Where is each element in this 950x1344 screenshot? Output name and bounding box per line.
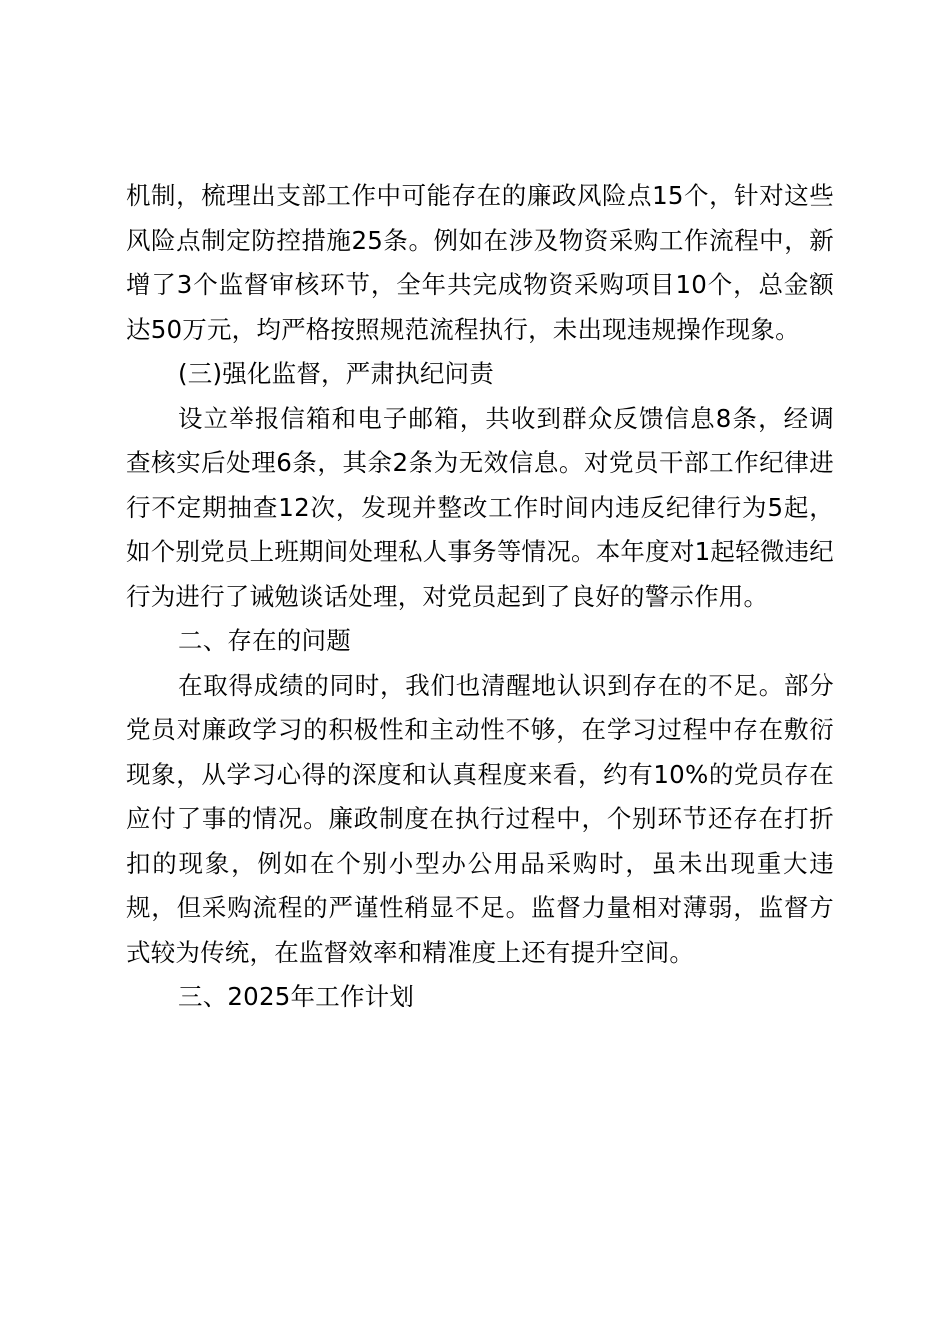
document-body [126,174,834,1020]
paragraph-risk-control: 机制，梳理出支部工作中可能存在的廉政风险点15个，针对这些风险点制定防控措施25条。例如在涉及物资采购工作流程中，新增了3个监督审核环节，全年共完成物资采购项目10个，总金额达50万元，均严格按照规范流程执行，未出现违规操作现象。 [126,181,834,344]
paragraph-problems: 在取得成绩的同时，我们也清醒地认识到存在的不足。部分党员对廉政学习的积极性和主动性不够，在学习过程中存在敷衍现象，从学习心得的深度和认真程度来看，约有10%的党员存在应付了事的情况。廉政制度在执行过程中，个别环节还存在打折扣的现象，例如在个别小型办公用品采购时，虽未出现重大违规，但采购流程的严谨性稍显不足。监督力量相对薄弱，监督方式较为传统，在监督效率和精准度上还有提升空间。 [126,670,834,967]
section-heading-problems: 二、存在的问题 [178,626,351,655]
section-heading-plan: 三、2025年工作计划 [178,982,415,1011]
paragraph-supervision: 设立举报信箱和电子邮箱，共收到群众反馈信息8条，经调查核实后处理6条，其余2条为无效信息。对党员干部工作纪律进行不定期抽查12次，发现并整改工作时间内违反纪律行为5起，如个别党员上班期间处理私人事务等情况。本年度对1起轻微违纪行为进行了诫勉谈话处理，对党员起到了良好的警示作用。 [126,403,834,611]
section-heading-supervision: (三)强化监督，严肃执纪问责 [178,359,494,388]
